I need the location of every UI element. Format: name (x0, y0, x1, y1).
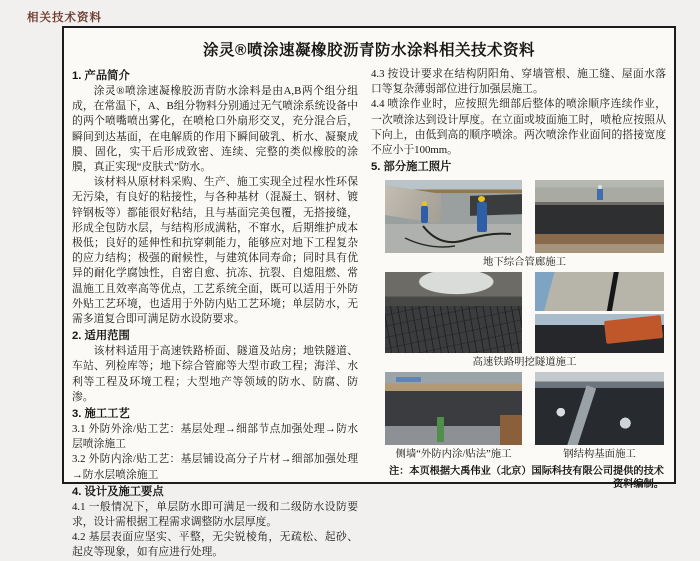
photo-corridor-wall-sprayer (535, 180, 664, 253)
dirt-shape (500, 415, 522, 446)
photo-tunnel-segment-joint (535, 272, 664, 311)
right-column (371, 67, 666, 561)
source-note: 注：本页根据大禹伟业（北京）国际科技有限公司提供的技术资料编制。 (388, 466, 664, 491)
paragraph-product-intro-2: 该材料从原材料采购、生产、施工实现全过程水性环保无污染，有良好的粘接性，与各种基材（混凝土、钢材、镀锌钢板等）都能很好粘结，且与基面完美包覆，无搭接缝，形成全包防水层，与结构形成满粘，不窜水，后期维护成本极低；良好的延伸性和抗穿刺能力，能够应对地下工程复杂的应力结构；极强的耐候性，与建筑体同寿命；同时具有优异的耐化学腐蚀性，自密自愈、抗冻、抗裂、自熄阻燃、常温施工且效率高等优点，工艺系统全面，既可以适用于外防外贴工艺环境，也适用于外防内贴工艺环境；单层防水，无需多道复合即可满足防水设防要求。 (72, 176, 358, 326)
photo-side-wall-construction (385, 372, 522, 445)
blue-tarp-shape (396, 377, 421, 383)
paragraph-point-4-4: 4.4 喷涂作业时，应按照先细部后整体的喷涂顺序连续作业，一次喷涂达到设计厚度。在立面或坡面施工时，喷枪应按照从下向上，由低到高的顺序喷涂。两次喷涂作业面间的搭接宽度不应小于100mm。 (371, 98, 666, 157)
photo-row-1 (385, 180, 664, 253)
joint-stripe-shape (605, 272, 619, 311)
worker-figure (597, 189, 603, 200)
green-strip-shape (437, 417, 444, 442)
photo-caption-side-wall: 侧墙“外防内涂/贴法”施工 (395, 449, 512, 461)
section-heading-construction-process: 3. 施工工艺 (72, 408, 130, 421)
section-heading-design-points: 4. 设计及施工要点 (72, 485, 164, 498)
walkway-shape (562, 386, 596, 445)
paragraph-process-3-2: 3.2 外防内涂/贴工艺：基层铺设高分子片材→细部加强处理→防水层喷涂施工 (72, 453, 358, 481)
worker-figure (421, 206, 428, 223)
photo-steel-structure-base (535, 372, 664, 445)
left-column (72, 67, 358, 561)
content-box (62, 26, 676, 559)
photo-caption-steel-base: 钢结构基面施工 (563, 449, 636, 461)
photo-row-2 (385, 272, 664, 353)
photo-corridor-spray-workers (385, 180, 522, 253)
paragraph-process-3-1: 3.1 外防外涂/贴工艺：基层处理→细部节点加强处理→防水层喷涂施工 (72, 423, 358, 451)
photo-coated-tunnel-machine (535, 314, 664, 353)
paragraph-point-4-2: 4.2 基层表面应坚实、平整，无尖锐棱角，无疏松、起砂、起皮等现象，如有应进行处理。 (72, 531, 358, 559)
photo-open-cut-tunnel-interior (385, 272, 522, 353)
paragraph-product-intro-1: 涂灵®喷涂速凝橡胶沥青防水涂料是由A,B两个组分组成，在常温下，A、B组分物料分别通过无气喷涂系统设备中的两个喷嘴喷出雾化，在喷枪口外扇形交叉，充分混合后，瞬间到达基面，在电解质的作用下瞬间破乳、析水、凝聚成膜、固化，实干后形成致密、连续、完整的类似橡胶的涂膜，真正实现“皮肤式”防水。 (72, 85, 358, 174)
photo-stack (535, 272, 664, 353)
page-tag: 相关技术资料 (27, 12, 102, 24)
section-heading-application-scope: 2. 适用范围 (72, 330, 130, 343)
paragraph-point-4-1: 4.1 一般情况下，单层防水即可满足一级和二级防水设防要求，设计需根据工程需求调整防水层厚度。 (72, 500, 358, 529)
photo-caption-tunnel: 高速铁路明挖隧道施工 (472, 357, 577, 369)
photo-captions-row-3 (385, 448, 664, 461)
two-column-layout (72, 67, 666, 561)
photo-row-3 (385, 372, 664, 445)
section-heading-photos: 5. 部分施工照片 (371, 161, 452, 174)
paragraph-application-scope: 该材料适用于高速铁路桥面、隧道及站房；地铁隧道、车站、列检库等；地下综合管廊等大型市政工程；海洋、水利等工程及环境工程；大型地产等领域的防水、防腐、防渗。 (72, 345, 358, 403)
section-heading-product-intro: 1. 产品简介 (72, 70, 130, 82)
orange-machine-shape (604, 315, 663, 343)
paragraph-point-4-3: 4.3 按设计要求在结构阴阳角、穿墙管根、施工缝、屋面水落口等复杂薄弱部位进行加强层施工。 (371, 68, 666, 96)
page-title: 涂灵®喷涂速凝橡胶沥青防水涂料相关技术资料 (203, 42, 535, 59)
spray-hose-shape (385, 180, 522, 253)
rebar-mesh-shape (385, 306, 522, 353)
photo-gallery (371, 175, 666, 491)
photo-caption-corridor: 地下综合管廊施工 (482, 257, 567, 269)
worker-figure (477, 202, 487, 232)
